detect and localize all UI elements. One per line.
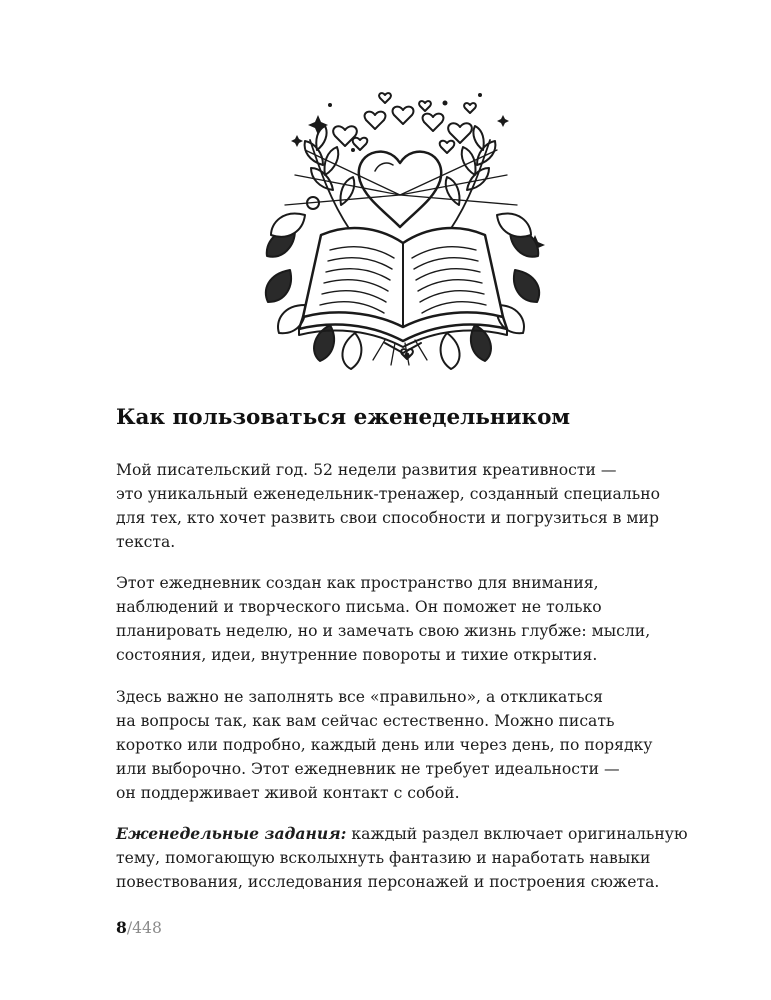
page-total: 448 [132, 919, 162, 937]
open-book-with-hearts-and-leaves-icon [235, 55, 565, 380]
text-line: состояния, идеи, внутренние повороты и тихие открытия. [116, 646, 598, 664]
text-line: или выборочно. Этот ежедневник не требует идеальности — [116, 760, 620, 778]
text-line: тему, помогающую всколыхнуть фантазию и наработать навыки [116, 849, 651, 867]
text-line: на вопросы так, как вам сейчас естественно. Можно писать [116, 712, 615, 730]
text-line: Этот ежедневник создан как пространство для внимания, [116, 574, 599, 592]
text-line: Здесь важно не заполнять все «правильно», а откликаться [116, 688, 604, 706]
page-separator: / [126, 919, 133, 937]
text-line: планировать неделю, но и замечать свою жизнь глубже: мысли, [116, 622, 651, 640]
text-line [116, 822, 688, 846]
paragraph-weekly-tasks [116, 822, 688, 894]
text-line: для тех, кто хочет развить свои способности и погрузиться в мир [116, 509, 659, 527]
text-fragment: каждый раздел включает оригинальную [346, 825, 688, 843]
text-line: наблюдений и творческого письма. Он поможет не только [116, 598, 602, 616]
text-line: Мой писательский год. 52 недели развития креативности — [116, 461, 617, 479]
text-line: это уникальный еженедельник-тренажер, созданный специально [116, 485, 661, 503]
page-counter [116, 916, 162, 940]
paragraph-intro [116, 458, 676, 554]
text-line: повествования, исследования персонажей и построения сюжета. [116, 873, 660, 891]
page-title: Как пользоваться еженедельником [116, 405, 571, 430]
text-line: он поддерживает живой контакт с собой. [116, 784, 460, 802]
page-current: 8 [116, 918, 127, 937]
paragraph-purpose [116, 571, 676, 667]
paragraph-approach [116, 685, 676, 805]
lead-term: Еженедельные задания: [116, 824, 347, 843]
text-line: коротко или подробно, каждый день или через день, по порядку [116, 736, 653, 754]
text-line: текста. [116, 533, 176, 551]
